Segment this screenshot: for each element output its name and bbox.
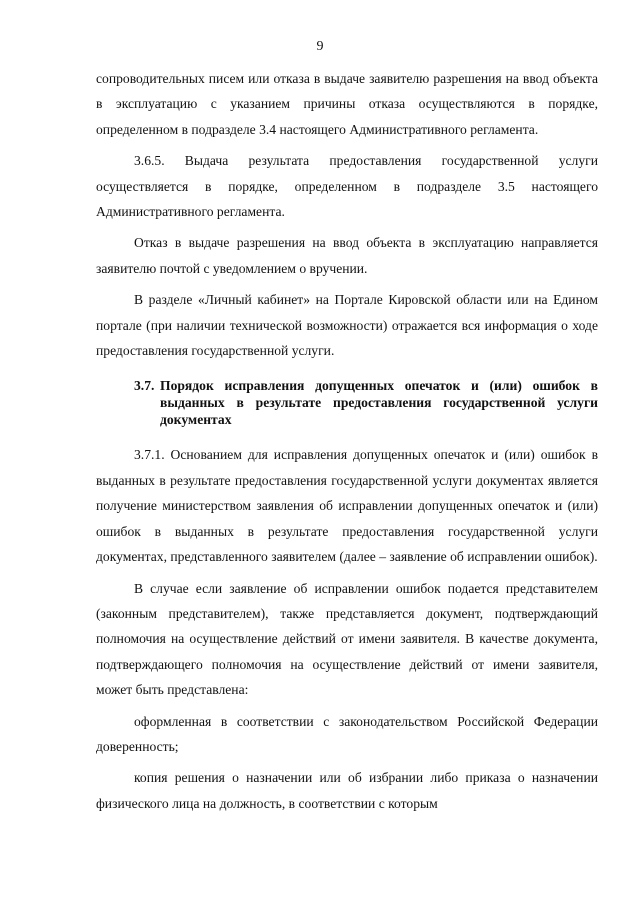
paragraph-representative: В случае если заявление об исправлении ошибок подается представителем (законным представителем), также представляется документ, подтверждающий полномочия на осуществление действий от имени заявителя. В качестве документа, подтверждающего полномочия на осуществление действий от имени заявителя, может быть представлена: [96,580,598,698]
paragraph-continuation: сопроводительных писем или отказа в выдаче заявителю разрешения на ввод объекта в эксплуатацию с указанием причины отказа осуществляются в порядке, определенном в подразделе 3.4 настоящего Административного регламента. [96,71,598,137]
paragraph-3-7-1: 3.7.1. Основанием для исправления допущенных опечаток и (или) ошибок в выданных в результате предоставления государственной услуги документах является получение министерством заявления об исправлении допущенных опечаток и (или) ошибок в выданных в результате предоставления государственной услуги документах, представленного заявителем (далее – заявление об исправлении ошибок). [96,447,598,565]
paragraph-3-6-5: 3.6.5. Выдача результата предоставления государственной услуги осуществляется в порядке, определенном в подразделе 3.5 настоящего Административного регламента. [96,153,598,220]
section-heading [96,377,598,428]
document-body [96,66,598,816]
paragraph-personal-cabinet: В разделе «Личный кабинет» на Портале Кировской области или на Едином портале (при наличии технической возможности) отражается вся информация о ходе предоставления государственной услуги. [96,292,598,359]
section-heading-number: 3.7. [134,378,155,394]
paragraph-power-of-attorney: оформленная в соответствии с законодательством Российской Федерации доверенность; [96,713,598,754]
paragraph-appointment-copy: копия решения о назначении или об избрании либо приказа о назначении физического лица на должность, в соответствии с которым [96,770,598,811]
section-heading-title: Порядок исправления допущенных опечаток и (или) ошибок в выданных в результате предоставления государственной услуги документах [160,378,598,428]
page-number: 9 [316,39,324,54]
paragraph-refusal-mail: Отказ в выдаче разрешения на ввод объекта в эксплуатацию направляется заявителю почтой с уведомлением о вручении. [96,235,598,276]
